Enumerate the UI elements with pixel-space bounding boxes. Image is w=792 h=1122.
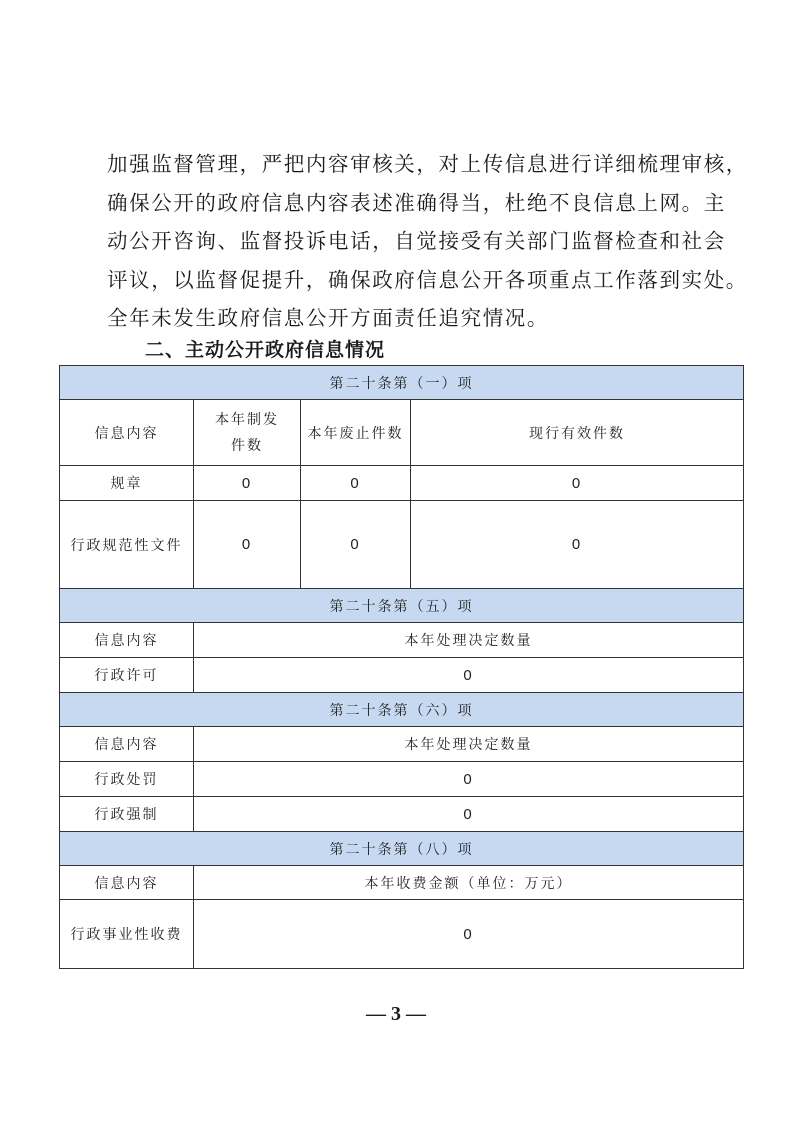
table-row — [60, 762, 744, 797]
row-label: 规章 — [60, 466, 194, 501]
column-header: 本年处理决定数量 — [194, 727, 744, 762]
section-header-row — [60, 366, 744, 400]
column-header: 本年处理决定数量 — [194, 623, 744, 658]
table-row — [60, 658, 744, 693]
body-line: 评议，以监督促提升，确保政府信息公开各项重点工作落到实处。 — [107, 267, 748, 292]
row-label: 行政强制 — [60, 797, 194, 832]
cell-value: 0 — [411, 501, 744, 589]
cell-value: 0 — [194, 762, 744, 797]
section-title: 第二十条第（五）项 — [60, 589, 744, 623]
table-header-row — [60, 866, 744, 900]
column-header: 信息内容 — [60, 727, 194, 762]
section-title: 第二十条第（一）项 — [60, 366, 744, 400]
table-row — [60, 501, 744, 589]
column-header: 本年收费金额（单位：万元） — [194, 866, 744, 900]
row-label: 行政规范性文件 — [60, 501, 194, 589]
row-label: 行政事业性收费 — [60, 900, 194, 969]
table-header-row — [60, 400, 744, 466]
column-header: 信息内容 — [60, 866, 194, 900]
body-paragraph — [107, 145, 748, 338]
section-heading: 二、主动公开政府信息情况 — [145, 339, 386, 361]
cell-value: 0 — [301, 501, 411, 589]
body-line: 确保公开的政府信息内容表述准确得当，杜绝不良信息上网。主 — [107, 190, 726, 215]
table-row — [60, 797, 744, 832]
cell-value: 0 — [194, 466, 301, 501]
section-title: 第二十条第（八）项 — [60, 832, 744, 866]
row-label: 行政处罚 — [60, 762, 194, 797]
table-header-row — [60, 727, 744, 762]
cell-value: 0 — [301, 466, 411, 501]
page-number: — 3 — — [366, 1003, 426, 1025]
disclosure-table — [59, 365, 744, 969]
cell-value: 0 — [411, 466, 744, 501]
section-header-row — [60, 693, 744, 727]
table-header-row — [60, 623, 744, 658]
column-header: 信息内容 — [60, 623, 194, 658]
section-header-row — [60, 589, 744, 623]
section-header-row — [60, 832, 744, 866]
column-header: 现行有效件数 — [411, 400, 744, 466]
section-title: 第二十条第（六）项 — [60, 693, 744, 727]
table-row — [60, 900, 744, 969]
body-line: 动公开咨询、监督投诉电话，自觉接受有关部门监督检查和社会 — [107, 229, 726, 253]
table-row — [60, 466, 744, 501]
body-line: 全年未发生政府信息公开方面责任追究情况。 — [107, 306, 549, 330]
body-line: 加强监督管理，严把内容审核关，对上传信息进行详细梳理审核， — [107, 152, 748, 176]
column-header: 信息内容 — [60, 400, 194, 466]
cell-value: 0 — [194, 900, 744, 969]
column-header: 本年废止件数 — [301, 400, 411, 466]
cell-value: 0 — [194, 501, 301, 589]
column-header: 本年制发件数 — [194, 400, 301, 466]
cell-value: 0 — [194, 658, 744, 693]
row-label: 行政许可 — [60, 658, 194, 693]
cell-value: 0 — [194, 797, 744, 832]
